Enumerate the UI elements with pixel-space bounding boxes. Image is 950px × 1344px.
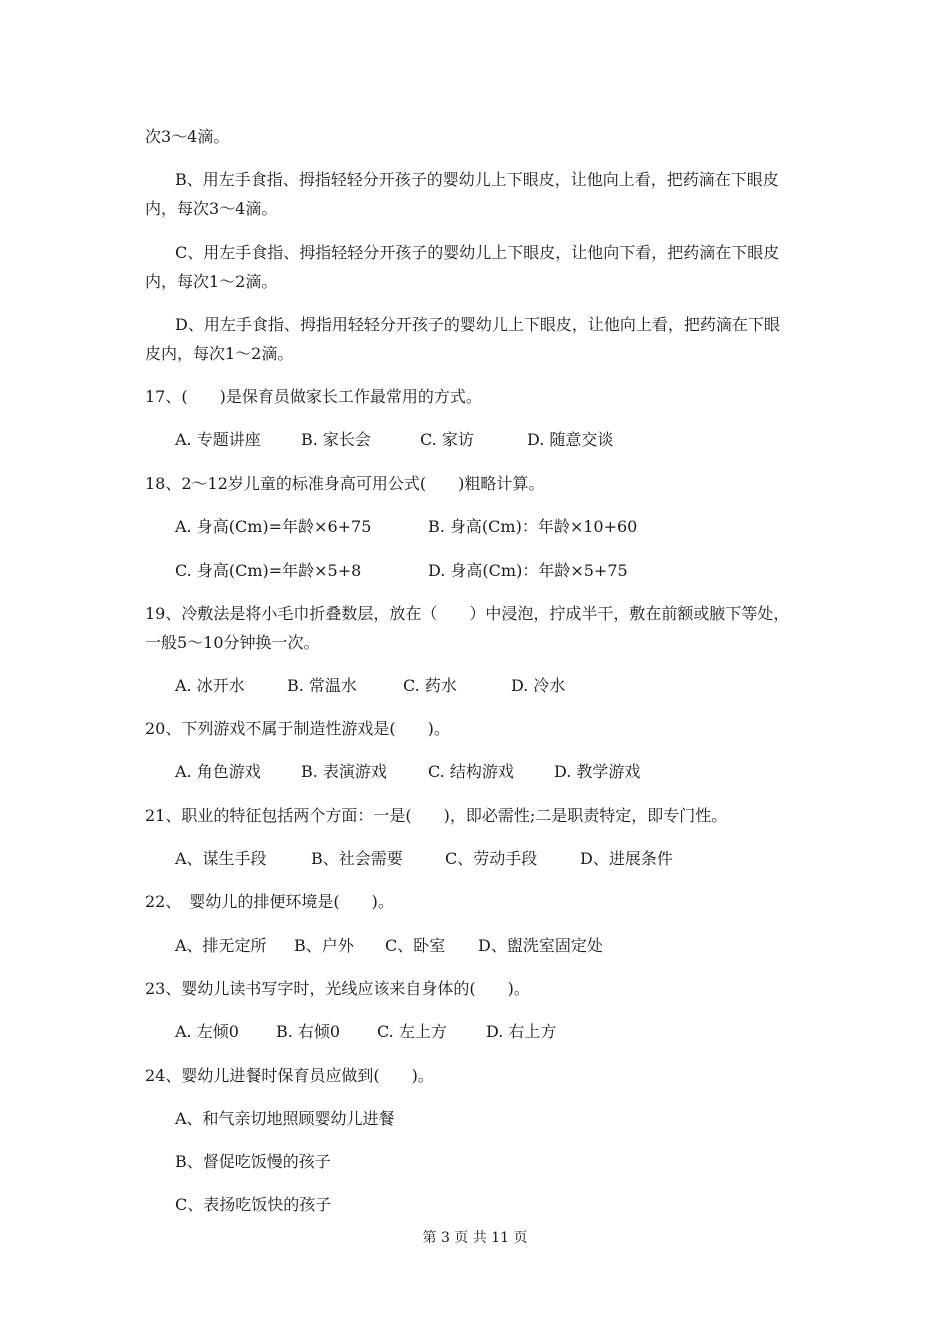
q22-option-a: A、排无定所 [175, 936, 267, 955]
q22-option-d: D、盥洗室固定处 [478, 936, 603, 955]
q16-continuation: 次3～4滴。 [145, 127, 230, 146]
q17-stem: 17、( )是保育员做家长工作最常用的方式。 [145, 387, 482, 406]
q18-option-c: C. 身高(Cm)=年龄×5+8 [175, 561, 362, 580]
q17-option-c: C. 家访 [420, 430, 474, 449]
q20-option-d: D. 教学游戏 [554, 762, 641, 781]
q16-option-c-line2: 内，每次1～2滴。 [145, 272, 278, 291]
q20-option-a: A. 角色游戏 [175, 762, 261, 781]
q23-option-c: C. 左上方 [377, 1022, 447, 1041]
q20-stem: 20、下列游戏不属于制造性游戏是( )。 [145, 719, 450, 738]
q24-option-c: C、表扬吃饭快的孩子 [175, 1195, 332, 1214]
q22-option-b: B、户外 [294, 936, 354, 955]
q18-option-d: D. 身高(Cm)：年龄×5+75 [428, 561, 628, 580]
q18-option-a: A. 身高(Cm)=年龄×6+75 [175, 517, 372, 536]
q19-stem-line2: 一般5～10分钟换一次。 [145, 633, 320, 652]
q18-option-b: B. 身高(Cm)：年龄×10+60 [428, 517, 638, 536]
q16-option-d-line2: 皮内，每次1～2滴。 [145, 344, 294, 363]
q19-option-c: C. 药水 [403, 676, 457, 695]
q24-option-a: A、和气亲切地照顾婴幼儿进餐 [175, 1109, 395, 1128]
page-footer: 第 3 页 共 11 页 [422, 1230, 528, 1246]
q19-option-b: B. 常温水 [287, 676, 357, 695]
q16-option-b-line2: 内，每次3～4滴。 [145, 199, 278, 218]
q17-option-b: B. 家长会 [301, 430, 371, 449]
q17-option-a: A. 专题讲座 [175, 430, 261, 449]
q20-option-c: C. 结构游戏 [428, 762, 514, 781]
q19-option-d: D. 冷水 [511, 676, 566, 695]
q23-option-d: D. 右上方 [486, 1022, 557, 1041]
q23-option-a: A. 左倾0 [175, 1022, 239, 1041]
q20-option-b: B. 表演游戏 [301, 762, 387, 781]
q23-option-b: B. 右倾0 [276, 1022, 341, 1041]
q18-stem: 18、2～12岁儿童的标准身高可用公式( )粗略计算。 [145, 474, 545, 493]
q21-option-a: A、谋生手段 [175, 849, 267, 868]
q22-option-c: C、卧室 [385, 936, 446, 955]
q21-option-d: D、进展条件 [580, 849, 673, 868]
q16-option-d-line1: D、用左手食指、拇指用轻轻分开孩子的婴幼儿上下眼皮，让他向上看，把药滴在下眼 [175, 315, 780, 334]
q24-option-b: B、督促吃饭慢的孩子 [175, 1152, 331, 1171]
q21-option-b: B、社会需要 [311, 849, 403, 868]
q19-stem-line1: 19、冷敷法是将小毛巾折叠数层，放在（ ）中浸泡，拧成半干，敷在前额或腋下等处， [145, 604, 790, 623]
q17-option-d: D. 随意交谈 [527, 430, 614, 449]
q16-option-c-line1: C、用左手食指、拇指轻轻分开孩子的婴幼儿上下眼皮，让他向下看，把药滴在下眼皮 [175, 243, 780, 262]
q19-option-a: A. 冰开水 [175, 676, 245, 695]
q16-option-b-line1: B、用左手食指、拇指轻轻分开孩子的婴幼儿上下眼皮，让他向上看，把药滴在下眼皮 [175, 170, 779, 189]
q24-stem: 24、婴幼儿进餐时保育员应做到( )。 [145, 1066, 434, 1085]
q22-stem: 22、 婴幼儿的排便环境是( )。 [145, 892, 394, 911]
q21-option-c: C、劳动手段 [445, 849, 538, 868]
q21-stem: 21、职业的特征包括两个方面：一是( )，即必需性;二是职责特定，即专门性。 [145, 806, 728, 825]
q23-stem: 23、婴幼儿读书写字时，光线应该来自身体的( )。 [145, 979, 530, 998]
